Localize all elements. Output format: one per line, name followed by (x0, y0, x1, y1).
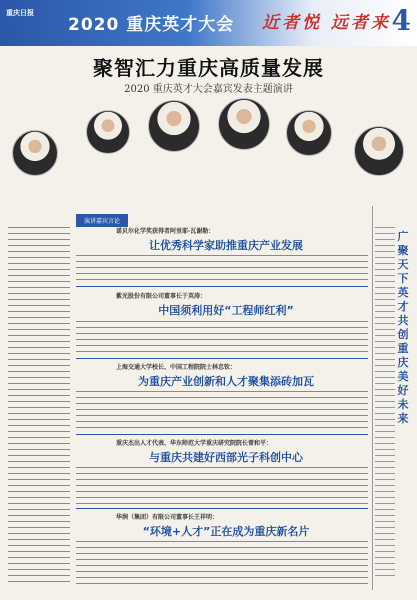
speech-title: 中国须利用好“工程师红利” (158, 304, 294, 317)
newspaper-masthead: 重庆日报 (6, 9, 34, 17)
banner-title: 2020 重庆英才大会 (68, 15, 235, 35)
speaker-portrait (148, 100, 200, 152)
speech-speaker: 上海交通大学校长、中国工程院院士林忠钦： (116, 364, 237, 371)
sidebar-text (375, 226, 395, 576)
banner-slogan: 近者悦 远者来 (262, 13, 391, 33)
left-column-text (8, 226, 70, 586)
speech-speaker: 诺贝尔化学奖获得者阿里耶·瓦谢勒： (116, 228, 215, 235)
speaker-portrait (12, 130, 58, 176)
speech-body (76, 254, 368, 284)
page-number: 4 (391, 4, 411, 37)
speech-title: 为重庆产业创新和人才聚集添砖加瓦 (138, 375, 314, 388)
speech-title: 与重庆共建好西部光子科创中心 (149, 451, 303, 464)
headline: 聚智汇力重庆高质量发展 (93, 56, 324, 80)
section-tag: 演讲嘉宾言论 (76, 214, 128, 227)
page-banner (0, 0, 417, 46)
speech-body (76, 320, 368, 356)
section-divider (76, 434, 368, 435)
speaker-portrait (218, 98, 270, 150)
speech-speaker: 紫光股份有限公司董事长于英涛： (116, 293, 207, 300)
speech-body (76, 540, 368, 588)
speaker-portrait (86, 110, 130, 154)
sidebar-title: 广聚天下英才共创重庆美好未来 (397, 230, 409, 425)
speech-body (76, 390, 368, 432)
lead-label (118, 154, 136, 172)
speech-speaker: 重庆杰出人才代表、华东师范大学重庆研究院院长曾和平： (116, 440, 273, 447)
subheadline: 2020 重庆英才大会嘉宾发表主题演讲 (124, 84, 293, 95)
sidebar-commentary (372, 206, 413, 590)
speech-title: “环境+人才”正在成为重庆新名片 (142, 525, 310, 538)
section-divider (76, 508, 368, 509)
section-divider (76, 358, 368, 359)
lead-paragraph (118, 154, 410, 200)
speaker-portrait (286, 110, 332, 156)
speech-speaker: 华润（集团）有限公司董事长王祥明： (116, 514, 219, 521)
speech-title: 让优秀科学家助推重庆产业发展 (149, 239, 303, 252)
speech-body (76, 466, 368, 506)
section-divider (76, 286, 368, 287)
